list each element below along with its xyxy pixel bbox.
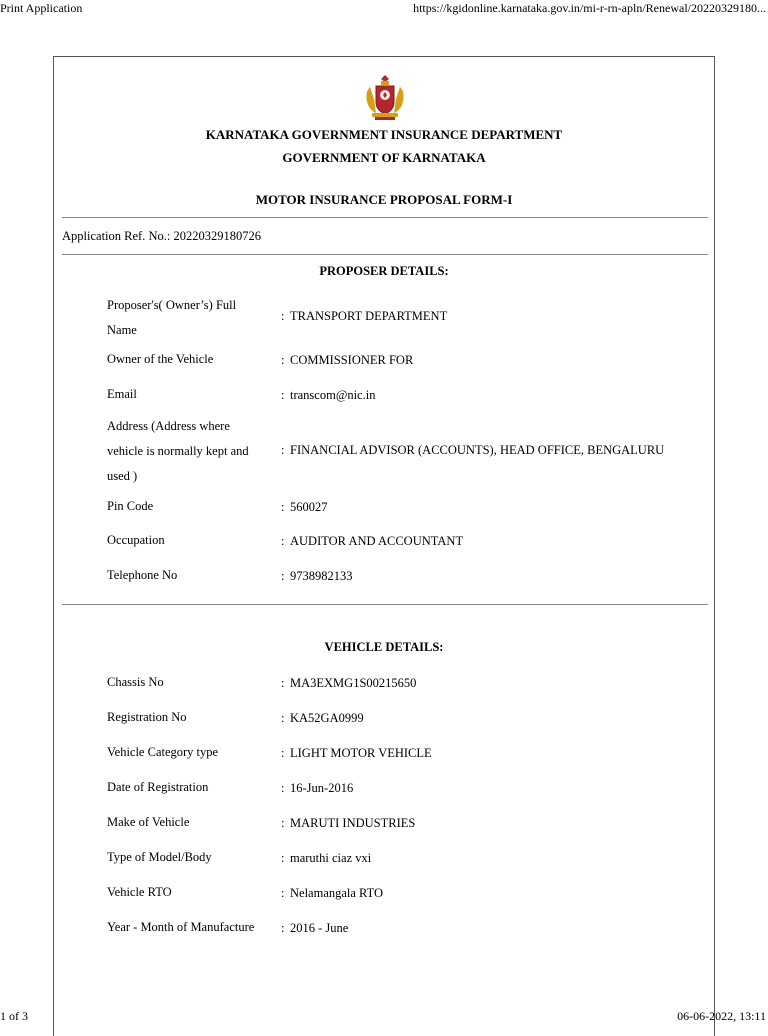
divider — [62, 217, 708, 218]
divider — [62, 254, 708, 255]
print-datetime: 06-06-2022, 13:11 — [677, 1009, 766, 1023]
print-footer — [0, 1008, 768, 1024]
divider — [62, 604, 708, 605]
application-ref-no: Application Ref. No.: 20220329180726 — [62, 229, 261, 243]
print-header — [0, 0, 768, 16]
print-url: https://kgidonline.karnataka.gov.in/mi-r-rn-apln/Renewal/20220329180... — [413, 1, 766, 15]
form-page: KARNATAKA GOVERNMENT INSURANCE DEPARTMENT GOVERNMENT OF KARNATAKA MOTOR INSURANCE PROPOSAL FORM-I Application Ref. No.: 20220329180726 PROPOSER DETAILS: Proposer's( Owner’s) Full Name : TRANSPORT DEPARTMENT Owner of the Vehicle : COMMISSIONER FOR Email : transcom@nic.in Address (Address where vehicle is normally kept and used ) : FINANCIAL ADVISOR (ACCOUNTS), HEAD OFFICE, BENGALURU Pin Code : 560027 Occupation : AUDITOR AND ACCOUNTANT Telephone No : 9738982133 VEHICLE DETAILS: Chassis No : MA3EXMG1S00215650 Registration No : KA52GA0999 Vehicle Category type : LIGHT MOTOR VEHICLE Date of Registration : 16-Jun-2016 Make of Vehicle : MARUTI INDUSTRIES Type of Model/Body : maruthi ciaz vxi Vehicle RTO : Nelamangala RTO Year - Month of Manufacture : 2016 - June — [53, 56, 715, 1036]
government-title: GOVERNMENT OF KARNATAKA — [282, 150, 486, 165]
page-number: 1 of 3 — [0, 1009, 28, 1023]
form-title: MOTOR INSURANCE PROPOSAL FORM-I — [255, 192, 513, 207]
print-title: Print Application — [0, 1, 83, 15]
vehicle-details-title: VEHICLE DETAILS: — [324, 640, 444, 654]
state-emblem-icon — [360, 73, 410, 123]
proposer-details-title: PROPOSER DETAILS: — [319, 264, 449, 278]
department-title: KARNATAKA GOVERNMENT INSURANCE DEPARTMENT — [205, 127, 563, 142]
